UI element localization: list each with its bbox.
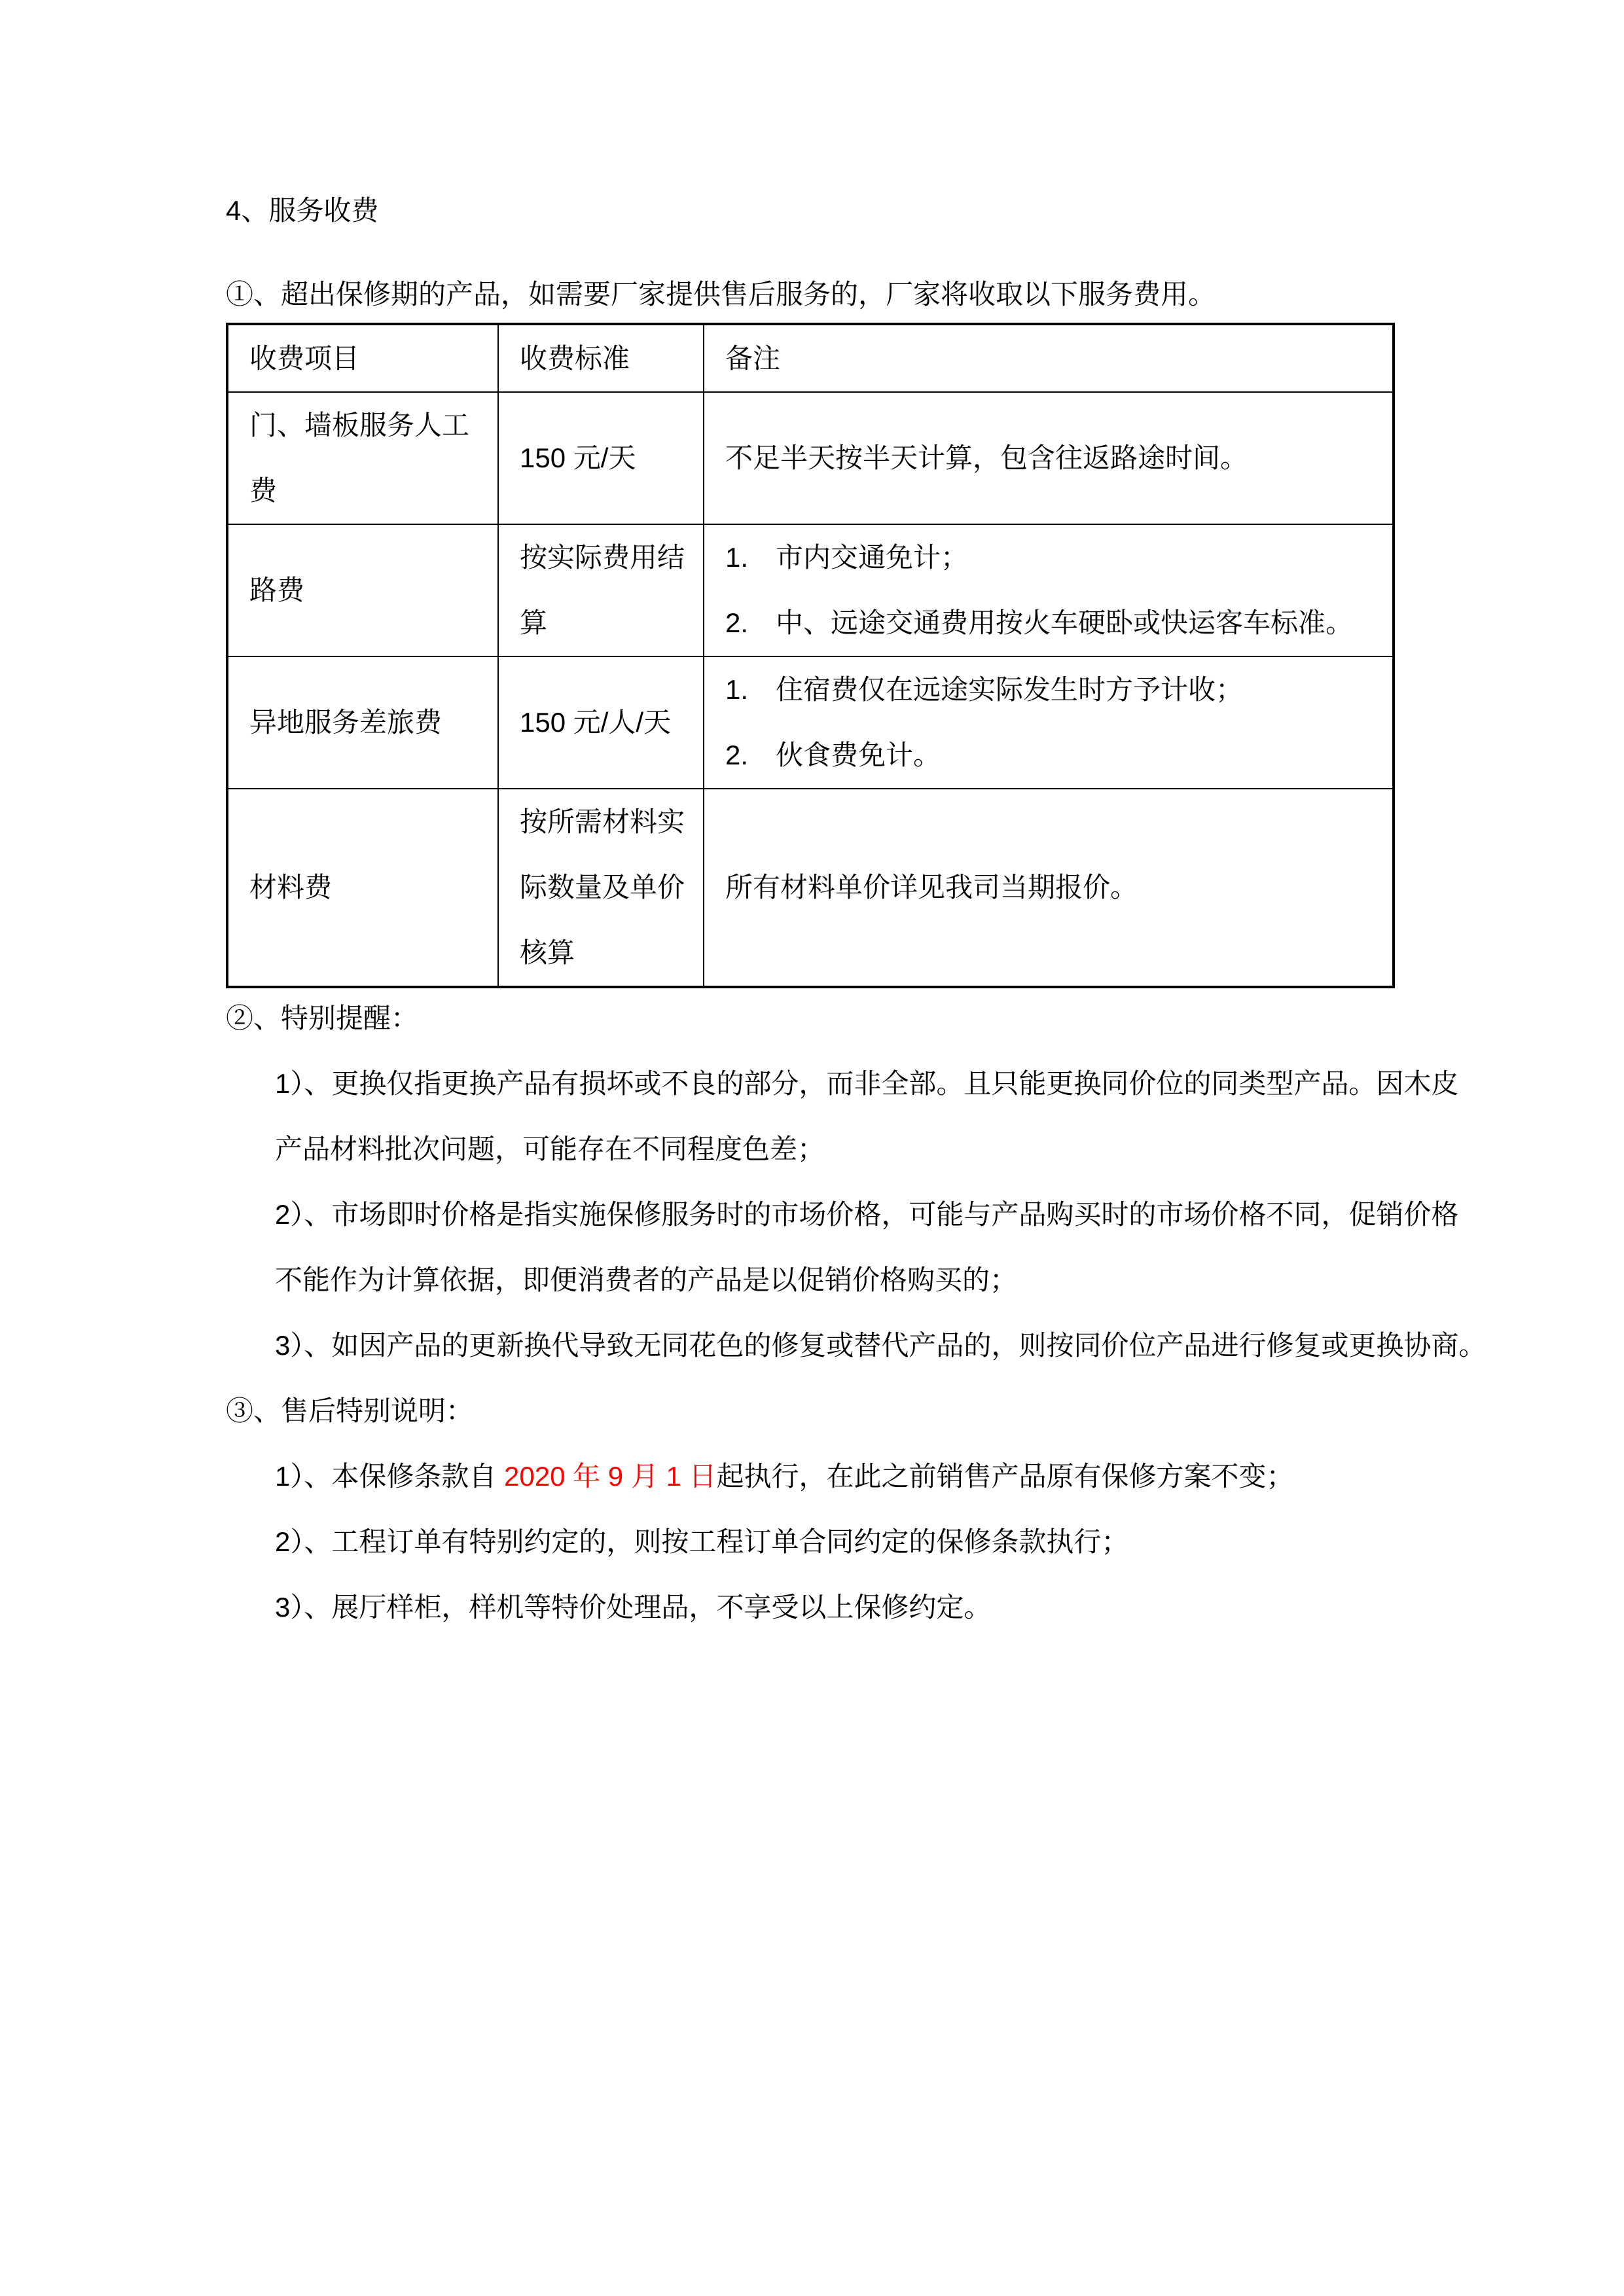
note-text: 1）、本保修条款自 xyxy=(275,1461,505,1492)
cell-text-line: 异地服务差旅费 xyxy=(249,707,442,738)
cell-text-line: 门、墙板服务人工 xyxy=(249,410,470,440)
special-reminder-heading: ②、特别提醒： xyxy=(226,1003,419,1033)
fee-item-cell xyxy=(227,524,498,656)
col-header-remark: 备注 xyxy=(704,324,1394,392)
cell-text-line: 际数量及单价 xyxy=(520,872,685,903)
fee-standard-cell xyxy=(498,789,704,987)
col-header-fee-standard: 收费标准 xyxy=(498,324,704,392)
cell-text-line: 1. 住宿费仅在远途实际发生时方予计收； xyxy=(725,674,1244,705)
highlighted-date-text: 2020 年 9 月 1 日 xyxy=(504,1461,717,1492)
fee-item-cell xyxy=(227,789,498,987)
fee-table-row xyxy=(227,524,1394,656)
intro-paragraph: ①、超出保修期的产品，如需要厂家提供售后服务的，厂家将收取以下服务费用。 xyxy=(226,279,1216,310)
fee-item-cell xyxy=(227,656,498,789)
note-text: 不能作为计算依据，即便消费者的产品是以促销价格购买的； xyxy=(275,1265,1018,1295)
note-text: 起执行，在此之前销售产品原有保修方案不变； xyxy=(716,1461,1294,1492)
cell-text-line: 算 xyxy=(520,607,548,638)
after-sales-notes-item-line xyxy=(226,1575,1467,1640)
fee-standard-cell xyxy=(498,524,704,656)
note-text: 1）、更换仅指更换产品有损坏或不良的部分，而非全部。且只能更换同价位的同类型产品。因木皮 xyxy=(275,1068,1459,1099)
cell-text-line: 路费 xyxy=(249,575,305,605)
section-title: 4、服务收费 xyxy=(226,195,379,226)
note-text: 2）、工程订单有特别约定的，则按工程订单合同约定的保修条款执行； xyxy=(275,1526,1129,1557)
note-text: 2）、市场即时价格是指实施保修服务时的市场价格，可能与产品购买时的市场价格不同，促销价格 xyxy=(275,1199,1459,1230)
cell-text-line: 按所需材料实 xyxy=(520,806,685,837)
after-sales-notes-heading: ③、售后特别说明： xyxy=(226,1395,474,1426)
fee-standard-cell xyxy=(498,656,704,789)
cell-text-line: 2. 伙食费免计。 xyxy=(725,740,941,770)
fee-table-row xyxy=(227,789,1394,987)
special-reminder-item-line xyxy=(226,1313,1487,1378)
note-text: 3）、展厅样柜，样机等特价处理品，不享受以上保修约定。 xyxy=(275,1592,992,1623)
col-header-fee-item: 收费项目 xyxy=(227,324,498,392)
cell-text-line: 2. 中、远途交通费用按火车硬卧或快运客车标准。 xyxy=(725,607,1354,638)
cell-text-line: 不足半天按半天计算，包含往返路途时间。 xyxy=(725,442,1248,473)
cell-text-line: 150 元/人/天 xyxy=(520,707,672,738)
fee-table xyxy=(226,323,1395,988)
special-reminder-item-line xyxy=(226,1117,1467,1182)
after-sales-notes-item-line xyxy=(226,1509,1467,1575)
fee-item-cell xyxy=(227,392,498,524)
cell-text-line: 150 元/天 xyxy=(520,442,636,473)
after-sales-notes-item-line xyxy=(226,1444,1467,1509)
cell-text-line: 1. 市内交通免计； xyxy=(725,542,969,573)
fee-table-row xyxy=(227,656,1394,789)
cell-text-line: 核算 xyxy=(520,937,575,968)
note-text: 产品材料批次问题，可能存在不同程度色差； xyxy=(275,1134,825,1164)
fee-remark-cell xyxy=(704,524,1394,656)
special-reminder-item-line xyxy=(226,1051,1467,1117)
cell-text-line: 所有材料单价详见我司当期报价。 xyxy=(725,872,1138,903)
fee-table-header-row xyxy=(227,324,1394,392)
fee-standard-cell xyxy=(498,392,704,524)
fee-remark-cell xyxy=(704,789,1394,987)
note-text: 3）、如因产品的更新换代导致无同花色的修复或替代产品的，则按同价位产品进行修复或更换协商。 xyxy=(275,1330,1487,1361)
cell-text-line: 费 xyxy=(249,475,278,506)
cell-text-line: 材料费 xyxy=(249,872,333,903)
notes-sections xyxy=(226,986,1487,1640)
fee-remark-cell xyxy=(704,392,1394,524)
fee-table-row xyxy=(227,392,1394,524)
special-reminder-item-line xyxy=(226,1247,1467,1313)
special-reminder-item-line xyxy=(226,1182,1467,1247)
cell-text-line: 按实际费用结 xyxy=(520,542,685,573)
fee-remark-cell xyxy=(704,656,1394,789)
